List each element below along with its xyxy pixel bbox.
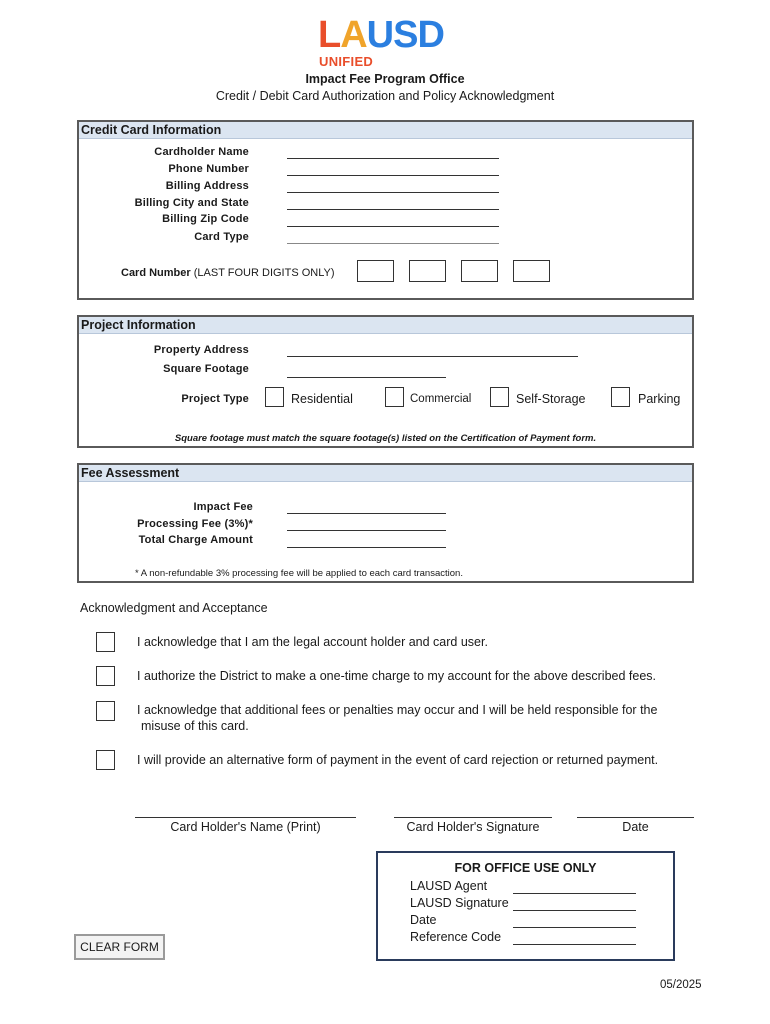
signature-label: Card Holder's Signature xyxy=(406,820,540,834)
ack-checkbox-4[interactable] xyxy=(96,750,115,770)
total-charge-field[interactable] xyxy=(287,547,446,548)
date-label: Date xyxy=(622,820,649,834)
ack-text-1: I acknowledge that I am the legal account holder and card user. xyxy=(137,635,488,649)
name-print-label: Card Holder's Name (Print) xyxy=(170,820,321,834)
property-address-label: Property Address xyxy=(153,344,249,356)
card-digit-3[interactable] xyxy=(461,260,498,282)
fee-heading: Fee Assessment xyxy=(79,465,692,482)
lausd-agent-label: LAUSD Agent xyxy=(410,879,488,893)
card-type-field[interactable] xyxy=(287,243,499,244)
phone-number-label: Phone Number xyxy=(168,163,249,175)
ack-text-4: I will provide an alternative form of payment in the event of card rejection or returned payment. xyxy=(137,753,659,767)
ack-text-3-line1: I acknowledge that additional fees or penalties may occur and I will be held responsible for the xyxy=(137,703,658,717)
name-print-field[interactable] xyxy=(135,817,356,818)
total-charge-label: Total Charge Amount xyxy=(138,534,253,546)
lausd-agent-field[interactable] xyxy=(513,893,636,894)
parking-label: Parking xyxy=(638,392,681,406)
project-type-label: Project Type xyxy=(181,393,249,405)
billing-address-field[interactable] xyxy=(287,192,499,193)
reference-code-field[interactable] xyxy=(513,944,636,945)
office-date-label: Date xyxy=(410,913,437,927)
form-title: Credit / Debit Card Authorization and Policy Acknowledgment xyxy=(215,89,555,103)
impact-fee-label: Impact Fee xyxy=(193,501,253,513)
impact-fee-field[interactable] xyxy=(287,513,446,514)
cardholder-name-label: Cardholder Name xyxy=(154,146,249,158)
processing-fee-field[interactable] xyxy=(287,530,446,531)
ack-checkbox-2[interactable] xyxy=(96,666,115,686)
ack-checkbox-3[interactable] xyxy=(96,701,115,721)
residential-label: Residential xyxy=(291,392,353,406)
acknowledgment-heading: Acknowledgment and Acceptance xyxy=(80,601,268,615)
reference-code-label: Reference Code xyxy=(410,930,502,944)
square-footage-field[interactable] xyxy=(287,377,446,378)
fee-footnote: * A non-refundable 3% processing fee will be applied to each card transaction. xyxy=(135,568,463,579)
card-number-label: Card Number xyxy=(121,267,191,279)
office-date-field[interactable] xyxy=(513,927,636,928)
office-title: Impact Fee Program Office xyxy=(305,72,465,86)
processing-fee-label: Processing Fee (3%)* xyxy=(137,518,253,530)
self-storage-label: Self-Storage xyxy=(516,392,586,406)
card-type-label: Card Type xyxy=(194,231,249,243)
ack-text-2: I authorize the District to make a one-time charge to my account for the above described fees. xyxy=(137,669,657,683)
parking-checkbox[interactable] xyxy=(611,387,630,407)
billing-city-state-field[interactable] xyxy=(287,209,499,210)
credit-card-heading: Credit Card Information xyxy=(79,122,692,139)
signature-field[interactable] xyxy=(394,817,552,818)
card-number-label-group xyxy=(121,267,335,279)
commercial-checkbox[interactable] xyxy=(385,387,404,407)
project-heading: Project Information xyxy=(79,317,692,334)
self-storage-checkbox[interactable] xyxy=(490,387,509,407)
card-digit-4[interactable] xyxy=(513,260,550,282)
commercial-label: Commercial xyxy=(410,393,472,405)
residential-checkbox[interactable] xyxy=(265,387,284,407)
card-digit-2[interactable] xyxy=(409,260,446,282)
office-use-title: FOR OFFICE USE ONLY xyxy=(454,861,597,875)
card-digit-1[interactable] xyxy=(357,260,394,282)
card-number-hint: (LAST FOUR DIGITS ONLY) xyxy=(193,267,335,279)
clear-form-button[interactable]: CLEAR FORM xyxy=(74,934,165,960)
lausd-signature-label: LAUSD Signature xyxy=(410,896,509,910)
ack-text-3-line2: misuse of this card. xyxy=(141,719,249,733)
cardholder-name-field[interactable] xyxy=(287,158,499,159)
billing-zip-label: Billing Zip Code xyxy=(162,213,249,225)
square-footage-note: Square footage must match the square footage(s) listed on the Certification of Payment form. xyxy=(174,433,597,444)
form-version: 05/2025 xyxy=(660,979,702,991)
lausd-signature-field[interactable] xyxy=(513,910,636,911)
billing-address-label: Billing Address xyxy=(165,180,249,192)
billing-city-state-label: Billing City and State xyxy=(134,197,249,209)
project-section xyxy=(77,315,694,448)
phone-number-field[interactable] xyxy=(287,175,499,176)
lausd-logo: LAUSD UNIFIED xyxy=(318,14,444,69)
square-footage-label: Square Footage xyxy=(163,363,249,375)
property-address-field[interactable] xyxy=(287,356,578,357)
ack-checkbox-1[interactable] xyxy=(96,632,115,652)
billing-zip-field[interactable] xyxy=(287,226,499,227)
date-field[interactable] xyxy=(577,817,694,818)
